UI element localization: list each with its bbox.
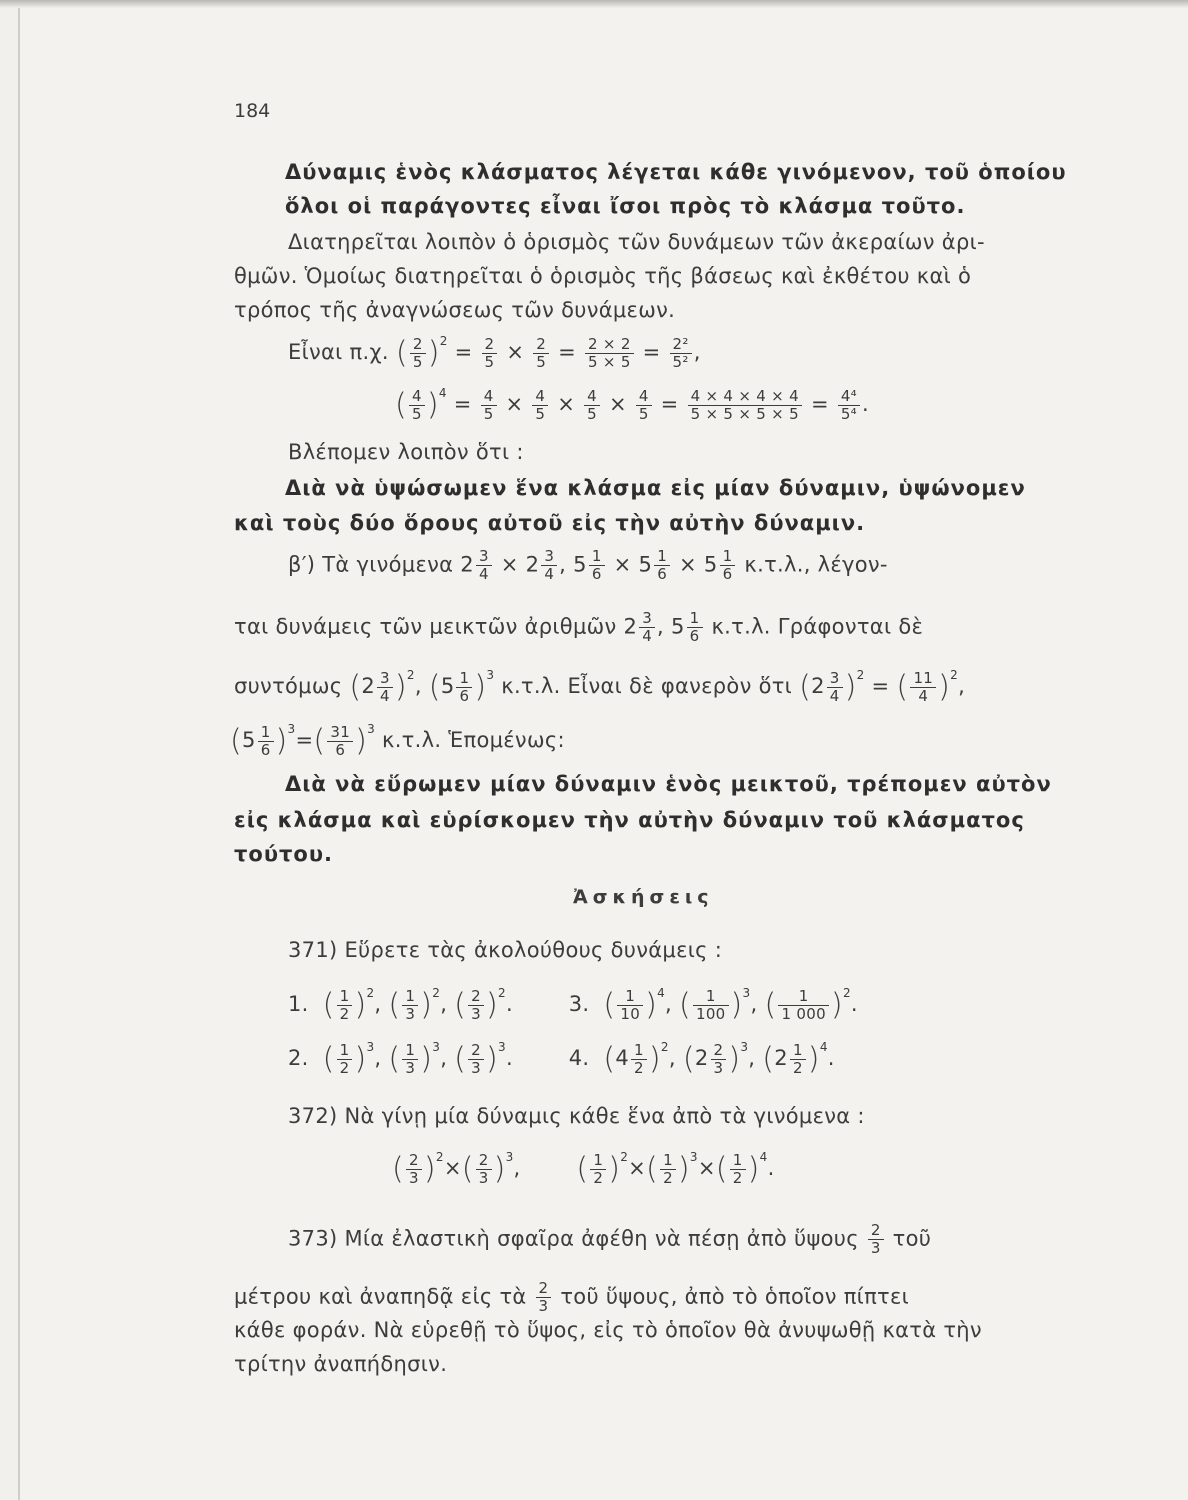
paren-open: ( bbox=[395, 387, 408, 423]
fraction: $\frac{2}{3}$ bbox=[406, 1152, 422, 1187]
rule-2-line-3: τούτου. bbox=[234, 842, 333, 866]
punctuation: , bbox=[958, 674, 966, 698]
exponent: 3 bbox=[689, 1150, 698, 1164]
paren-close: ) bbox=[486, 987, 499, 1023]
punctuation: , bbox=[748, 1046, 756, 1070]
fraction: $\frac{2}{5}$ bbox=[533, 336, 549, 371]
page-number: 184 bbox=[234, 100, 271, 122]
fraction: $\frac{4}{5}$ bbox=[636, 388, 652, 423]
times: × bbox=[505, 392, 524, 416]
paren-open: ( bbox=[682, 1041, 695, 1077]
whole-part: 2 bbox=[623, 614, 638, 639]
fraction: $\frac{1}{2}$ bbox=[790, 1042, 806, 1077]
equals: = bbox=[558, 340, 576, 364]
paren-open: ( bbox=[461, 1151, 474, 1187]
exponent: 2 bbox=[856, 668, 865, 682]
fraction: $\frac{2}{3}$ bbox=[711, 1042, 727, 1077]
exercise-371: 371) Εὕρετε τὰς ἀκολούθους δυνάμεις : bbox=[288, 938, 723, 962]
text: συντόμως bbox=[234, 674, 343, 698]
fraction: $\frac{1}{2}$ bbox=[730, 1152, 746, 1187]
paren-close: ) bbox=[355, 723, 368, 759]
paren-close: ) bbox=[486, 1041, 499, 1077]
exponent: 4 bbox=[819, 1040, 828, 1054]
paren-close: ) bbox=[645, 987, 658, 1023]
paren-close: ) bbox=[427, 335, 440, 371]
paren-open: ( bbox=[576, 1151, 589, 1187]
exponent: 3 bbox=[432, 1040, 441, 1054]
equals: = bbox=[810, 392, 829, 416]
exponent: 3 bbox=[486, 668, 495, 682]
whole-part: 2 bbox=[525, 552, 540, 577]
whole-part: 2 bbox=[694, 1046, 709, 1070]
exponent: 3 bbox=[498, 1040, 506, 1054]
punctuation: , bbox=[750, 992, 758, 1016]
exercise-373-line-3: κάθε φοράν. Νὰ εὑρεθῇ τὸ ὕψος, εἰς τὸ ὁποῖον θὰ ἀνυψωθῇ κατὰ τὴν bbox=[234, 1318, 982, 1342]
exponent: 2 bbox=[435, 1150, 444, 1164]
paren-close: ) bbox=[648, 1041, 661, 1077]
punctuation: . bbox=[505, 992, 513, 1016]
times: × bbox=[628, 1156, 647, 1180]
exercise-373-line-1 bbox=[288, 1222, 931, 1257]
rule-1-line-1: Διὰ νὰ ὑψώσωμεν ἕνα κλάσμα εἰς μίαν δύναμιν, ὑψώνομεν bbox=[285, 476, 1026, 500]
punctuation: , bbox=[559, 552, 567, 577]
paren-close: ) bbox=[747, 1151, 760, 1187]
scan-top-shadow bbox=[0, 0, 1188, 8]
punctuation: , bbox=[374, 1046, 382, 1070]
punctuation: , bbox=[440, 1046, 448, 1070]
text: ται δυνάμεις τῶν μεικτῶν ἀριθμῶν bbox=[234, 614, 617, 639]
paren-close: ) bbox=[938, 669, 951, 705]
punctuation: , bbox=[414, 674, 422, 698]
equals: = bbox=[453, 392, 472, 416]
fraction: $\frac{1}{6}$ bbox=[720, 548, 736, 583]
definition-line-2: ὅλοι οἱ παράγοντες εἶναι ἴσοι πρὸς τὸ κλάσμα τοῦτο. bbox=[285, 194, 966, 218]
paren-open: ( bbox=[349, 669, 362, 705]
example-prefix: Εἶναι π.χ. bbox=[288, 340, 389, 364]
times: × bbox=[557, 392, 576, 416]
equals: = bbox=[454, 340, 473, 364]
fraction: $\frac{3}{4}$ bbox=[639, 610, 655, 645]
fraction: $\frac{4 \times 4 \times 4 \times 4}{5 \times 5 \times 5 \times 5}$ bbox=[688, 388, 802, 423]
see-line: Βλέπομεν λοιπὸν ὅτι : bbox=[288, 440, 524, 464]
whole-part: 5 bbox=[703, 552, 718, 577]
fraction: $\frac{1}{6}$ bbox=[589, 548, 605, 583]
example-line-2 bbox=[395, 386, 869, 423]
paren-close: ) bbox=[275, 723, 288, 759]
exponent: 3 bbox=[366, 1040, 375, 1054]
exponent: 2 bbox=[842, 986, 851, 1000]
paren-open: ( bbox=[428, 669, 441, 705]
fraction: $\frac{3}{4}$ bbox=[377, 670, 393, 705]
fraction: $\frac{1}{6}$ bbox=[456, 670, 472, 705]
punctuation: , bbox=[657, 614, 665, 639]
paren-open: ( bbox=[322, 987, 335, 1023]
page-edge-line bbox=[18, 0, 20, 1500]
exponent: 2 bbox=[620, 1150, 629, 1164]
punctuation: , bbox=[668, 1046, 676, 1070]
paren-close: ) bbox=[426, 387, 439, 423]
fraction: $\frac{1}{3}$ bbox=[402, 988, 418, 1023]
fraction: $\frac{4}{5}$ bbox=[481, 388, 497, 423]
paren-close: ) bbox=[677, 1151, 690, 1187]
times: × bbox=[443, 1156, 462, 1180]
fraction: $\frac{31}{6}$ bbox=[327, 724, 353, 759]
fraction: $\frac{1}{3}$ bbox=[402, 1042, 418, 1077]
equals: = bbox=[871, 674, 890, 698]
whole-part: 5 bbox=[573, 552, 587, 577]
beta-end: κ.τ.λ., λέγον- bbox=[744, 552, 888, 577]
fraction: $\frac{11}{4}$ bbox=[910, 670, 936, 705]
paren-open: ( bbox=[603, 1041, 616, 1077]
paren-open: ( bbox=[646, 1151, 659, 1187]
exponent: 2 bbox=[432, 986, 441, 1000]
exponent: 3 bbox=[367, 722, 376, 736]
paren-close: ) bbox=[493, 1151, 506, 1187]
paren-close: ) bbox=[608, 1151, 621, 1187]
exponent: 4 bbox=[657, 986, 666, 1000]
text: κ.τ.λ. Ἑπομένως: bbox=[382, 728, 565, 752]
exponent: 3 bbox=[505, 1150, 514, 1164]
mixed-line-2 bbox=[234, 610, 923, 645]
paren-open: ( bbox=[388, 1041, 401, 1077]
fraction: $\frac{4}{5}$ bbox=[532, 388, 548, 423]
times: × bbox=[500, 552, 519, 577]
example-line-1 bbox=[288, 334, 701, 371]
fraction: $\frac{2}{3}$ bbox=[868, 1222, 884, 1257]
paren-open: ( bbox=[715, 1151, 728, 1187]
whole-part: 4 bbox=[615, 1046, 630, 1070]
paragraph-line-2: θμῶν. Ὁμοίως διατηρεῖται ὁ ὁρισμὸς τῆς βάσεως καὶ ἐκθέτου καὶ ὁ bbox=[234, 264, 972, 288]
fraction: $\frac{1}{6}$ bbox=[654, 548, 670, 583]
fraction: $\frac{1}{2}$ bbox=[337, 988, 353, 1023]
paren-open: ( bbox=[764, 987, 777, 1023]
punctuation: . bbox=[767, 1156, 775, 1180]
fraction: $\frac{1}{6}$ bbox=[258, 724, 274, 759]
paren-open: ( bbox=[230, 723, 243, 759]
paren-open: ( bbox=[762, 1041, 775, 1077]
fraction: $\frac{\text{2²}}{\text{5²}}$ bbox=[670, 336, 692, 371]
text: μέτρου καὶ ἀναπηδᾷ εἰς τὰ bbox=[234, 1284, 527, 1309]
paren-close: ) bbox=[728, 1041, 741, 1077]
paren-open: ( bbox=[603, 987, 616, 1023]
fraction: $\frac{1}{1 000}$ bbox=[778, 988, 828, 1023]
paren-close: ) bbox=[394, 669, 407, 705]
paragraph-line-1: Διατηρεῖται λοιπὸν ὁ ὁρισμὸς τῶν δυνάμεων τῶν ἀκεραίων ἀρι- bbox=[288, 230, 985, 254]
paren-close: ) bbox=[844, 669, 857, 705]
fraction: $\frac{1}{2}$ bbox=[590, 1152, 606, 1187]
fraction: $\frac{2 \times 2}{5 \times 5}$ bbox=[585, 336, 634, 371]
fraction: $\frac{1}{100}$ bbox=[693, 988, 729, 1023]
fraction: $\frac{\text{4⁴}}{\text{5⁴}}$ bbox=[838, 388, 860, 423]
exponent: 2 bbox=[950, 668, 959, 682]
exponent: 2 bbox=[366, 986, 375, 1000]
fraction: $\frac{3}{4}$ bbox=[541, 548, 557, 583]
punctuation: . bbox=[505, 1046, 513, 1070]
paren-open: ( bbox=[454, 987, 467, 1023]
paren-open: ( bbox=[678, 987, 691, 1023]
fraction: $\frac{1}{2}$ bbox=[337, 1042, 353, 1077]
whole-part: 2 bbox=[811, 674, 825, 698]
text: τοῦ bbox=[892, 1226, 932, 1251]
fraction: $\frac{3}{4}$ bbox=[827, 670, 843, 705]
exponent: 2 bbox=[439, 334, 448, 348]
whole-part: 5 bbox=[242, 728, 256, 752]
paragraph-line-3: τρόπος τῆς ἀναγνώσεως τῶν δυνάμεων. bbox=[234, 298, 676, 322]
paren-close: ) bbox=[354, 1041, 367, 1077]
paren-close: ) bbox=[730, 987, 743, 1023]
punctuation: , bbox=[374, 992, 382, 1016]
times: × bbox=[697, 1156, 716, 1180]
item-number: 4. bbox=[568, 1046, 590, 1070]
whole-part: 2 bbox=[460, 552, 474, 577]
exponent: 3 bbox=[740, 1040, 749, 1054]
paren-open: ( bbox=[395, 335, 408, 371]
fraction: $\frac{1}{2}$ bbox=[631, 1042, 647, 1077]
rule-1-line-2: καὶ τοὺς δύο ὅρους αὐτοῦ εἰς τὴν αὐτὴν δύναμιν. bbox=[234, 511, 866, 535]
fraction: $\frac{1}{10}$ bbox=[617, 988, 643, 1023]
fraction: $\frac{2}{5}$ bbox=[482, 336, 498, 371]
exponent: 3 bbox=[287, 722, 296, 736]
mixed-line-4 bbox=[230, 722, 565, 759]
paren-close: ) bbox=[354, 987, 367, 1023]
paren-close: ) bbox=[423, 1151, 436, 1187]
beta-line bbox=[288, 548, 888, 583]
equals: = bbox=[660, 392, 679, 416]
fraction: $\frac{2}{3}$ bbox=[476, 1152, 492, 1187]
whole-part: 5 bbox=[440, 674, 455, 698]
item-number: 1. bbox=[288, 992, 309, 1016]
times: × bbox=[613, 552, 632, 577]
exercises-title: Ἀσκήσεις bbox=[573, 886, 714, 908]
paren-open: ( bbox=[322, 1041, 335, 1077]
beta-prefix: β′) Τὰ γινόμενα bbox=[288, 552, 454, 577]
paren-open: ( bbox=[313, 723, 326, 759]
text: 373) Μία ἐλαστικὴ σφαῖρα ἀφέθη νὰ πέσῃ ἀπὸ ὕψους bbox=[288, 1226, 859, 1251]
exercise-373-line-2 bbox=[234, 1280, 909, 1315]
exercise-371-row-2 bbox=[288, 1040, 835, 1077]
punctuation: . bbox=[862, 392, 869, 416]
paren-open: ( bbox=[388, 987, 401, 1023]
mixed-line-3 bbox=[234, 668, 965, 705]
whole-part: 2 bbox=[361, 674, 376, 698]
times: × bbox=[608, 392, 627, 416]
punctuation: , bbox=[513, 1156, 521, 1180]
punctuation: , bbox=[693, 340, 701, 364]
times: × bbox=[679, 552, 697, 577]
whole-part: 5 bbox=[671, 614, 685, 639]
fraction: $\frac{2}{5}$ bbox=[410, 336, 426, 371]
fraction: $\frac{1}{6}$ bbox=[687, 610, 703, 645]
fraction: $\frac{4}{5}$ bbox=[584, 388, 600, 423]
exponent: 4 bbox=[759, 1150, 768, 1164]
fraction: $\frac{1}{2}$ bbox=[660, 1152, 676, 1187]
exponent: 2 bbox=[406, 668, 415, 682]
equals: = bbox=[295, 728, 314, 752]
exponent: 4 bbox=[438, 386, 447, 400]
punctuation: , bbox=[665, 992, 672, 1016]
exponent: 3 bbox=[742, 986, 751, 1000]
times: × bbox=[506, 340, 525, 364]
text: κ.τ.λ. Γράφονται δὲ bbox=[711, 614, 924, 639]
paren-open: ( bbox=[896, 669, 909, 705]
exercise-372-row bbox=[392, 1150, 775, 1187]
paren-open: ( bbox=[799, 669, 812, 705]
whole-part: 2 bbox=[774, 1046, 788, 1070]
exercise-371-row-1 bbox=[288, 986, 858, 1023]
page-background bbox=[18, 0, 1188, 1500]
item-number: 3. bbox=[568, 992, 590, 1016]
paren-close: ) bbox=[474, 669, 487, 705]
rule-2-line-1: Διὰ νὰ εὕρωμεν μίαν δύναμιν ἑνὸς μεικτοῦ, τρέπομεν αὐτὸν bbox=[285, 772, 1052, 796]
exercise-373-line-4: τρίτην ἀναπήδησιν. bbox=[234, 1352, 448, 1376]
punctuation: . bbox=[850, 992, 858, 1016]
exercise-372: 372) Νὰ γίνῃ μία δύναμις κάθε ἕνα ἀπὸ τὰ γινόμενα : bbox=[288, 1104, 865, 1128]
fraction: $\frac{4}{5}$ bbox=[409, 388, 425, 423]
fraction: $\frac{2}{3}$ bbox=[536, 1280, 552, 1315]
paren-close: ) bbox=[830, 987, 843, 1023]
paren-open: ( bbox=[392, 1151, 405, 1187]
fraction: $\frac{2}{3}$ bbox=[468, 988, 484, 1023]
exponent: 2 bbox=[660, 1040, 669, 1054]
exponent: 2 bbox=[498, 986, 506, 1000]
paren-close: ) bbox=[420, 987, 433, 1023]
paren-close: ) bbox=[420, 1041, 433, 1077]
equals: = bbox=[642, 340, 661, 364]
paren-close: ) bbox=[807, 1041, 820, 1077]
whole-part: 5 bbox=[638, 552, 653, 577]
fraction: $\frac{3}{4}$ bbox=[476, 548, 492, 583]
rule-2-line-2: εἰς κλάσμα καὶ εὑρίσκομεν τὴν αὐτὴν δύναμιν τοῦ κλάσματος bbox=[234, 808, 1025, 832]
punctuation: , bbox=[440, 992, 448, 1016]
definition-line-1: Δύναμις ἑνὸς κλάσματος λέγεται κάθε γινόμενον, τοῦ ὁποίου bbox=[285, 160, 1067, 184]
punctuation: . bbox=[827, 1046, 835, 1070]
paren-open: ( bbox=[454, 1041, 467, 1077]
fraction: $\frac{2}{3}$ bbox=[468, 1042, 484, 1077]
text: τοῦ ὕψους, ἀπὸ τὸ ὁποῖον πίπτει bbox=[560, 1284, 910, 1309]
text: κ.τ.λ. Εἶναι δὲ φανερὸν ὅτι bbox=[501, 674, 793, 698]
item-number: 2. bbox=[288, 1046, 309, 1070]
